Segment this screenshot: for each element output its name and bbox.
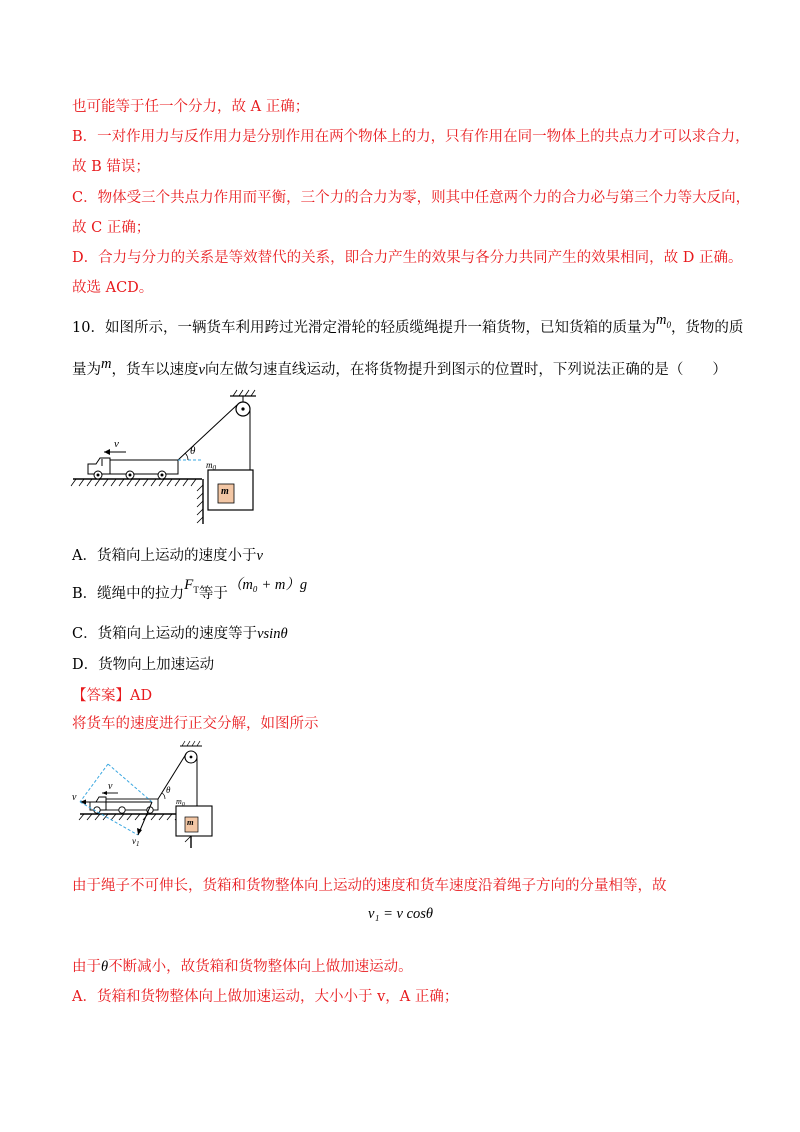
prev-solution-line-b2: 故 B 错误； — [72, 159, 150, 175]
prev-solution-line-c1: C．物体受三个共点力作用而平衡，三个力的合力为零，则其中任意两个力的合力必与第三个力等大反向， — [72, 190, 751, 206]
ground-hatch — [71, 479, 196, 486]
question-stem-2b: ，货车以速度 — [111, 362, 199, 378]
label-theta: θ — [190, 445, 196, 457]
option-a-var: v — [256, 548, 263, 564]
option-c[interactable] — [72, 624, 288, 644]
option-a[interactable] — [72, 546, 263, 566]
option-b-text: B．缆绳中的拉力 — [72, 586, 185, 602]
label-v-left: v — [72, 792, 77, 803]
dashed-helper-1 — [80, 764, 108, 802]
truck-wheels — [94, 471, 166, 479]
var-m0: $m_0$ — [655, 312, 671, 330]
theta-arc — [162, 793, 165, 799]
answer-line-3: 由于θ不断减小，故货箱和货物整体向上做加速运动。 — [72, 959, 413, 975]
component-perp-head — [137, 828, 142, 835]
answer-label: 【答案】AD — [72, 688, 153, 704]
ceiling-hatch — [233, 390, 255, 396]
component-along-rope — [108, 764, 152, 802]
prev-solution-line-a: 也可能等于任一个分力，故 A 正确； — [72, 99, 310, 115]
rope-slanted — [178, 405, 237, 460]
question-stem-2a: 量为 — [72, 362, 101, 378]
velocity-arrowhead — [104, 449, 110, 455]
label-m: m — [221, 486, 229, 497]
option-a-text: A．货箱向上运动的速度小于 — [72, 548, 257, 564]
pulley-axle — [241, 407, 244, 410]
answer-line-2: 由于绳子不可伸长，货箱和货物整体向上运动的速度和货车速度沿着绳子方向的分量相等，故 — [72, 878, 667, 894]
prev-solution-line-c2: 故 C 正确； — [72, 220, 151, 236]
option-b[interactable] — [72, 577, 308, 609]
answer-line-1: 将货车的速度进行正交分解，如图所示 — [72, 716, 319, 732]
prev-solution-conclusion: 故选 ACD。 — [72, 280, 154, 296]
rope-slanted — [158, 754, 186, 799]
var-v: v — [198, 362, 205, 378]
option-d[interactable]: D．货物向上加速运动 — [72, 657, 215, 673]
var-m: m — [101, 356, 112, 372]
label-v: v — [108, 781, 113, 792]
label-v: v — [114, 438, 119, 450]
question-stem-1-tail: ，货物的质 — [670, 320, 744, 336]
option-b-expr: （m₀ + m）g — [227, 577, 308, 593]
option-b-mid: 等于 — [198, 586, 228, 602]
pit-hatch — [197, 485, 203, 523]
label-m0: $m_0$ — [206, 460, 216, 472]
prev-solution-line-b1: B．一对作用力与反作用力是分别作用在两个物体上的力，只有作用在同一物体上的共点力才可以求合力， — [72, 129, 750, 145]
option-c-expr: vsinθ — [257, 626, 288, 642]
label-theta: θ — [166, 785, 171, 795]
question-line-2 — [72, 356, 727, 380]
question-stem-2c: 向左做匀速直线运动，在将货物提升到图示的位置时，下列说法正确的是（ ） — [204, 362, 727, 378]
answer-equation: v₁ = v cosθ — [368, 906, 434, 922]
theta-arc — [185, 453, 188, 460]
prev-solution-line-d: D．合力与分力的关系是等效替代的关系，即合力产生的效果与各分力共同产生的效果相同，故 D 正确。 — [72, 250, 743, 266]
question-line-1 — [72, 312, 744, 343]
var-theta: θ — [101, 959, 109, 975]
velocity-arrowhead — [102, 791, 107, 795]
question-figure — [70, 388, 270, 528]
option-c-text: C．货箱向上运动的速度等于 — [72, 626, 258, 642]
answer-line-4: A．货箱和货物整体向上做加速运动，大小小于 v，A 正确； — [72, 989, 459, 1005]
pulley-axle — [190, 756, 193, 759]
ceiling-hatch — [182, 741, 200, 746]
option-b-force: $F_T$ — [184, 577, 199, 595]
answer-figure — [70, 740, 270, 850]
label-m0: $m_0$ — [176, 797, 185, 808]
label-m: m — [187, 817, 194, 827]
question-stem-1: 10．如图所示，一辆货车利用跨过光滑定滑轮的轻质缆绳提升一箱货物，已知货箱的质量为 — [72, 320, 656, 336]
label-v1: $v_1$ — [132, 836, 140, 848]
ground-hatch — [79, 814, 180, 820]
